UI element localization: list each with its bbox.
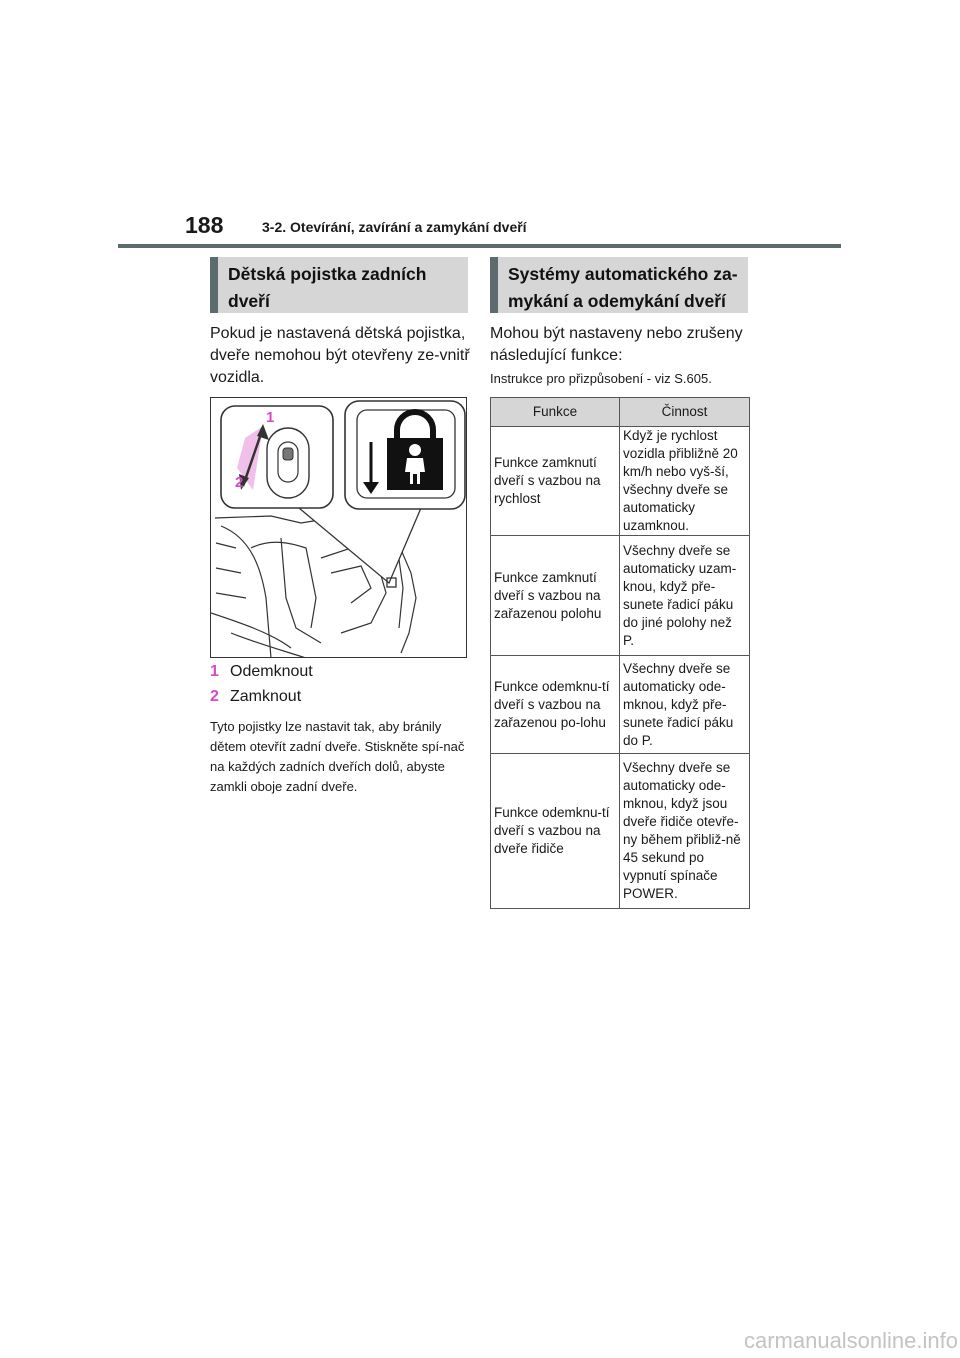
legend-label: Zamknout: [230, 688, 302, 705]
legend-item-unlock: [210, 663, 313, 681]
action-cell: Všechny dveře se automaticky ode-mknou, když jsou dveře řidiče otevře-ny během přibliž-ně 45 sekund po vypnutí spínače POWER.: [620, 754, 750, 909]
section-title: 3-2. Otevírání, zavírání a zamykání dveří: [262, 219, 527, 235]
table-row: [491, 754, 750, 909]
action-cell: Když je rychlost vozidla přibližně 20 km/h nebo vyš-ší, všechny dveře se automaticky uzamknou.: [620, 427, 750, 536]
function-cell: Funkce odemknu-tí dveří s vazbou na dveře řidiče: [491, 754, 620, 909]
table-row: [491, 536, 750, 656]
column-header-function: Funkce: [491, 398, 620, 427]
customization-note: Instrukce pro přizpůsobení - viz S.605.: [490, 371, 712, 386]
child-lock-illustration: [210, 397, 467, 658]
child-lock-heading: Dětská pojistka zadních dveří: [210, 257, 468, 313]
auto-lock-heading: Systémy automatického za-mykání a odemykání dveří: [490, 257, 748, 313]
table-row: [491, 656, 750, 754]
figure-label-2: 2: [235, 474, 244, 491]
watermark: carmanualsonline.info: [743, 1328, 958, 1353]
child-lock-note: Tyto pojistky lze nastavit tak, aby bránily dětem otevřít zadní dveře. Stiskněte spí-nač na každých zadních dveřích dolů, abyste zamkli oboje zadní dveře.: [210, 719, 465, 794]
table-row: [491, 427, 750, 536]
auto-lock-intro: Mohou být nastaveny nebo zrušeny následující funkce:: [490, 325, 743, 364]
column-header-action: Činnost: [620, 398, 750, 427]
child-lock-intro: Pokud je nastavená dětská pojistka, dveře nemohou být otevřeny ze-vnitř vozidla.: [210, 325, 470, 386]
legend-number: 1: [210, 663, 219, 680]
header-rule: [118, 244, 841, 248]
page-number: 188: [185, 212, 224, 238]
functions-table: [490, 397, 750, 909]
legend-number: 2: [210, 688, 219, 705]
legend-item-lock: [210, 688, 301, 706]
action-cell: Všechny dveře se automaticky uzam-knou, když pře-sunete řadicí páku do jiné polohy než P.: [620, 536, 750, 656]
action-cell: Všechny dveře se automaticky ode-mknou, když pře-sunete řadicí páku do P.: [620, 656, 750, 754]
legend-label: Odemknout: [230, 663, 313, 680]
function-cell: Funkce zamknutí dveří s vazbou na rychlost: [491, 427, 620, 536]
child-icon-head: [409, 444, 421, 456]
function-cell: Funkce zamknutí dveří s vazbou na zařazenou polohu: [491, 536, 620, 656]
child-lock-diagram: [211, 398, 467, 658]
table-header-row: [491, 398, 750, 427]
figure-label-1: 1: [266, 409, 275, 426]
function-cell: Funkce odemknu-tí dveří s vazbou na zařazenou po-lohu: [491, 656, 620, 754]
